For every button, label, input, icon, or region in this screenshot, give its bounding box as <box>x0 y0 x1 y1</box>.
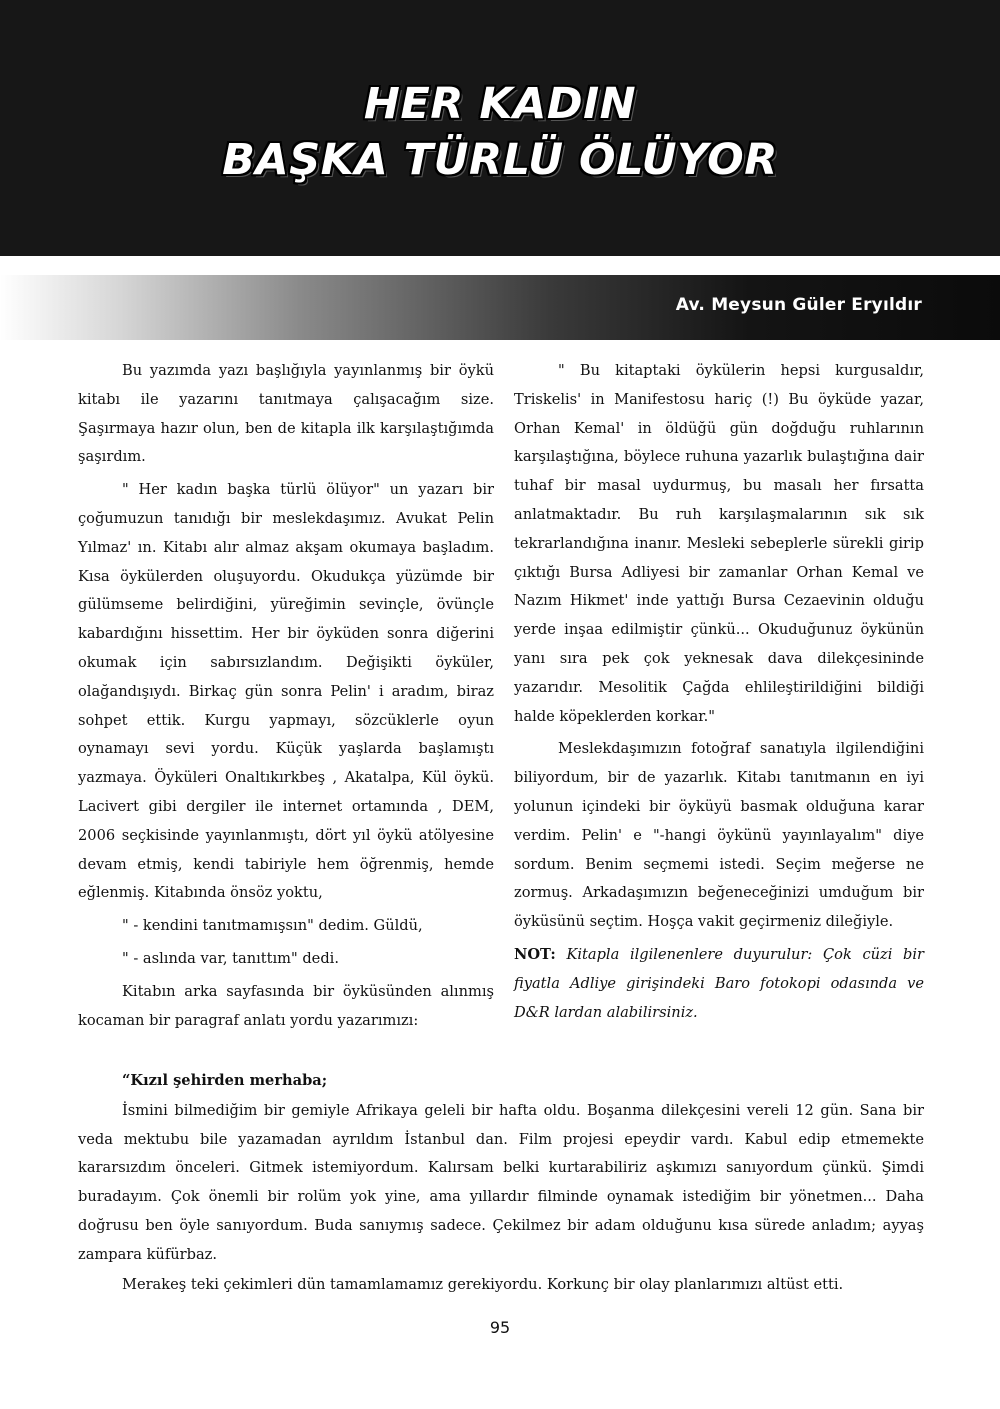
paragraph: " - aslında var, tanıttım" dedi. <box>122 949 339 967</box>
paragraph: Meslekdaşımızın fotoğraf sanatıyla ilgilendiğini biliyordum, bir de yazarlık. Kitabı tanıtmanın en iyi yolunun içindeki bir öyküyü basmak olduğuna karar verdim. Pelin' e "-hangi öykünü yayınlayalım" diye sordum. Benim seçmemi istedi. Seçim meğerse ne zormuş. Arkadaşımızın beğeneceğinizi umduğum bir öyküsünü seçtim. Hoşça vakit geçirmeniz dileğiyle. <box>514 740 924 931</box>
title-line-1: HER KADIN <box>363 79 637 129</box>
story-heading: “Kızıl şehirden merhaba; <box>122 1072 328 1089</box>
paragraph: Bu yazımda yazı başlığıyla yayınlanmış bir öykü kitabı ile yazarını tanıtmaya çalışacağım size. Şaşırmaya hazır olun, ben de kitapla ilk karşılaştığımda şaşırdım. <box>78 362 494 466</box>
note-paragraph <box>514 941 924 1027</box>
paragraph: " - kendini tanıtmamışsın" dedim. Güldü, <box>122 917 423 935</box>
note-text: Kitapla ilgilenenlere duyurulur: Çok cüzi bir fiyatla Adliye girişindeki Baro fotokopi odasında ve D&R lardan alabilirsiniz. <box>514 945 925 1021</box>
paragraph: " Bu kitaptaki öykülerin hepsi kurgusaldır, Triskelis' in Manifestosu hariç (!) Bu öyküde yazar, Orhan Kemal' in öldüğü gün doğduğu ruhlarının karşılaştığına, böylece ruhuna yazarlık bulaştığına dair tuhaf bir masal uydurmuş, bu masalı her fırsatta anlatmaktadır. Bu ruh karşılaşmalarının sık sık tekrarlandığına inanır. Mesleki sebeplerle sürekli girip çıktığı Bursa Adliyesi bir zamanlar Orhan Kemal ve Nazım Hikmet' inde yattığı Bursa Cezaevinin olduğu yerde inşaa edilmiştir çünkü... Okuduğunuz öykünün yanı sıra pek çok yeknesak dava dilekçesininde yazarıdır. Mesolitik Çağda ehlileştirildiğini bildiği halde köpeklerden korkar." <box>514 362 924 725</box>
paragraph: " Her kadın başka türlü ölüyor" un yazarı bir çoğumuzun tanıdığı bir meslekdaşımız. Avukat Pelin Yılmaz' ın. Kitabı alır almaz akşam okumaya başladım. Kısa öykülerden oluşuyordu. Okudukça yüzümde bir gülümseme belirdiğini, yüreğimin sevinçle, övünçle kabardığını hissettim. Her bir öyküden sonra diğerini okumak için sabırsızlandım. Değişikti öyküler, olağandışıydı. Birkaç gün sonra Pelin' i aradım, biraz sohpet ettik. Kurgu yapmayı, sözcüklerle oyun oynamayı sevi yordu. Küçük yaşlarda başlamıştı yazmaya. Öyküleri Onaltıkırkbeş , Akatalpa, Kül öykü. Lacivert gibi dergiler ile internet ortamında , DEM, 2006 seçkisinde yayınlanmıştı, dört yıl öykü atölyesine devam etmiş, kendi tabiriyle hem öğrenmiş, hemde eğlenmiş. Kitabında önsöz yoktu, <box>78 481 494 902</box>
right-column <box>514 357 924 1031</box>
title-line-2: BAŞKA TÜRLÜ ÖLÜYOR <box>222 135 778 185</box>
paragraph: Kitabın arka sayfasında bir öyküsünden alınmış kocaman bir paragraf anlatı yordu yazarımızı: <box>78 982 494 1029</box>
paragraph: Merakeş teki çekimleri dün tamamlamamız gerekiyordu. Korkunç bir olay planlarımızı altüst etti. <box>122 1275 844 1293</box>
page-number: 95 <box>489 1318 511 1337</box>
story-excerpt <box>78 1067 924 1300</box>
paragraph: İsmini bilmediğim bir gemiyle Afrikaya geleli bir hafta oldu. Boşanma dilekçesini vereli 12 gün. Sana bir veda mektubu bile yazamadan ayrıldım İstanbul dan. Film projesi epeydir vardı. Kabul edip etmemekte kararsızdım önceleri. Gitmek istemiyordum. Kalırsam belki kurtarabiliriz aşkımızı sanıyordum çünkü. Şimdi buradayım. Çok önemli bir rolüm yok yine, ama yıllardır filminde oynamak istediğim bir yönetmen... Daha doğrusu ben öyle sanıyordum. Buda sanıymış sadece. Çekilmez bir adam olduğunu kısa sürede anladım; ayyaş zampara küfürbaz. <box>78 1101 924 1263</box>
left-column <box>78 357 494 1039</box>
author-name: Av. Meysun Güler Eryıldır <box>675 295 922 315</box>
note-label: NOT: <box>514 945 556 963</box>
page-title <box>150 76 850 188</box>
author-band <box>0 275 1000 340</box>
header-banner <box>0 0 1000 256</box>
